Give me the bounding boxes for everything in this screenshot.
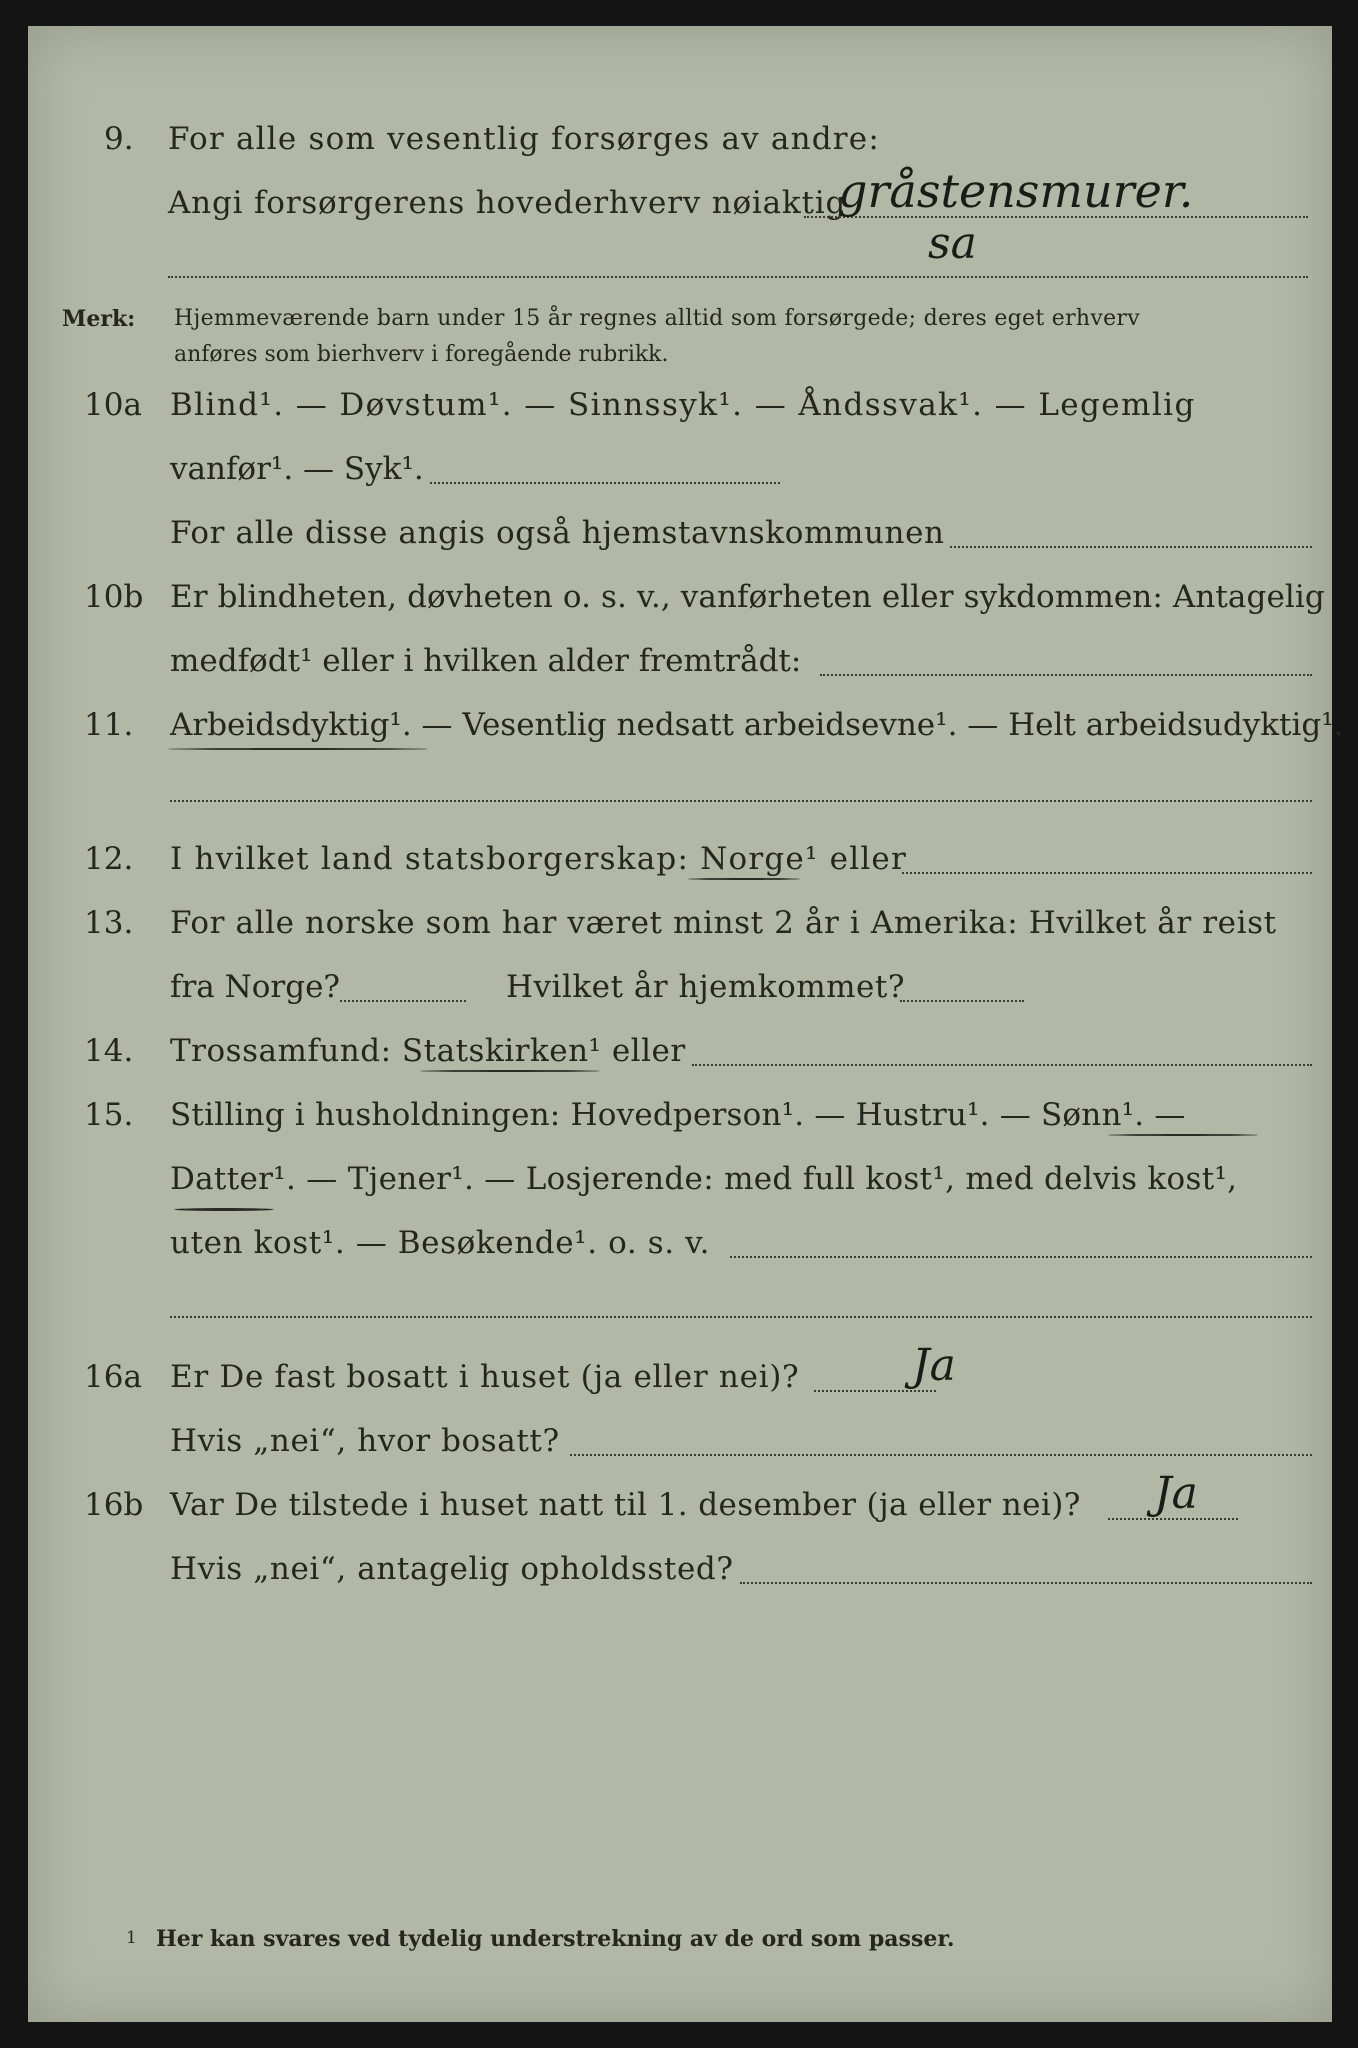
q12-answer-line — [902, 872, 1312, 874]
q14-handwritten-underline — [420, 1070, 600, 1072]
item-number-16b: 16b — [84, 1487, 144, 1523]
q16b-line2: Hvis „nei“, antagelig opholdssted? — [170, 1551, 734, 1587]
q9-line1: For alle som vesentlig forsørges av andre: — [168, 121, 880, 157]
q10a-answer-line — [430, 482, 780, 484]
item-number-13: 13. — [84, 905, 134, 941]
q13-line2a: fra Norge? — [170, 969, 341, 1005]
q9-handwritten-answer: gråstensmurer. — [838, 164, 1194, 218]
q11-line1: Arbeidsdyktig¹. — Vesentlig nedsatt arbeidsevne¹. — Helt arbeidsudyktig¹. — [170, 707, 1344, 743]
q15-line1: Stilling i husholdningen: Hovedperson¹. — Hustru¹. — Sønn¹. — — [170, 1097, 1186, 1133]
item-number-10a: 10a — [84, 387, 142, 423]
item-number-12: 12. — [84, 841, 134, 877]
census-form-page — [28, 26, 1344, 2022]
q16a-handwritten-answer: Ja — [912, 1340, 956, 1391]
q15-answer-line — [730, 1256, 1312, 1258]
q10a-line1: Blind¹. — Døvstum¹. — Sinnssyk¹. — Åndssvak¹. — Legemlig — [170, 387, 1196, 423]
q9-line2: Angi forsørgerens hovederhverv nøiaktig — [168, 185, 847, 221]
item-number-10b: 10b — [84, 579, 144, 615]
q12-line1: I hvilket land statsborgerskap: Norge¹ eller — [170, 841, 907, 877]
item-number-11: 11. — [84, 707, 134, 743]
q9-second-line — [168, 276, 1308, 278]
q13-return-line — [900, 1000, 1024, 1002]
footnote-text: Her kan svares ved tydelig understrekning av de ord som passer. — [156, 1926, 955, 1952]
q16b-handwritten-answer: Ja — [1154, 1468, 1198, 1519]
item-number-15: 15. — [84, 1097, 134, 1133]
q16b-line1: Var De tilstede i huset natt til 1. desember (ja eller nei)? — [170, 1487, 1081, 1523]
q10b-line1: Er blindheten, døvheten o. s. v., vanførheten eller sykdommen: Antagelig — [170, 579, 1325, 615]
item-number-16a: 16a — [84, 1359, 142, 1395]
q14-answer-line — [692, 1064, 1312, 1066]
q15-second-line — [170, 1316, 1312, 1318]
q10a-commune-line — [950, 546, 1312, 548]
q16a-line2: Hvis „nei“, hvor bosatt? — [170, 1423, 560, 1459]
q13-line2b: Hvilket år hjemkommet? — [506, 969, 905, 1005]
q11-answer-line — [170, 800, 1312, 802]
footnote-marker: 1 — [126, 1928, 137, 1948]
q15-handwritten-strikethrough — [174, 1208, 274, 1211]
q14-line1: Trossamfund: Statskirken¹ eller — [170, 1033, 686, 1069]
merk-line2: anføres som bierhverv i foregående rubrikk. — [174, 342, 669, 367]
merk-line1: Hjemmeværende barn under 15 år regnes alltid som forsørgede; deres eget erhverv — [174, 306, 1140, 331]
q13-line1: For alle norske som har været minst 2 år i Amerika: Hvilket år reist — [170, 905, 1277, 941]
q10b-answer-line — [820, 674, 1312, 676]
q10b-line2: medfødt¹ eller i hvilken alder fremtrådt: — [170, 643, 802, 679]
q15-line3: uten kost¹. — Besøkende¹. o. s. v. — [170, 1225, 711, 1261]
item-number-9: 9. — [104, 121, 134, 157]
q12-handwritten-underline — [688, 878, 800, 880]
q9-handwritten-answer-2: sa — [928, 218, 977, 269]
q10a-line2: vanfør¹. — Syk¹. — [170, 451, 424, 487]
q16a-line1: Er De fast bosatt i huset (ja eller nei)? — [170, 1359, 800, 1395]
q11-handwritten-underline — [168, 748, 428, 750]
q13-departure-line — [340, 1000, 466, 1002]
q10a-line3: For alle disse angis også hjemstavnskommunen — [170, 515, 945, 551]
merk-label: Merk: — [62, 306, 136, 332]
item-number-14: 14. — [84, 1033, 134, 1069]
q16b-location-line — [740, 1582, 1312, 1584]
q16a-residence-line — [570, 1454, 1312, 1456]
q15-handwritten-underline-sonn — [1108, 1134, 1258, 1136]
q15-line2: Datter¹. — Tjener¹. — Losjerende: med full kost¹, med delvis kost¹, — [170, 1161, 1238, 1197]
